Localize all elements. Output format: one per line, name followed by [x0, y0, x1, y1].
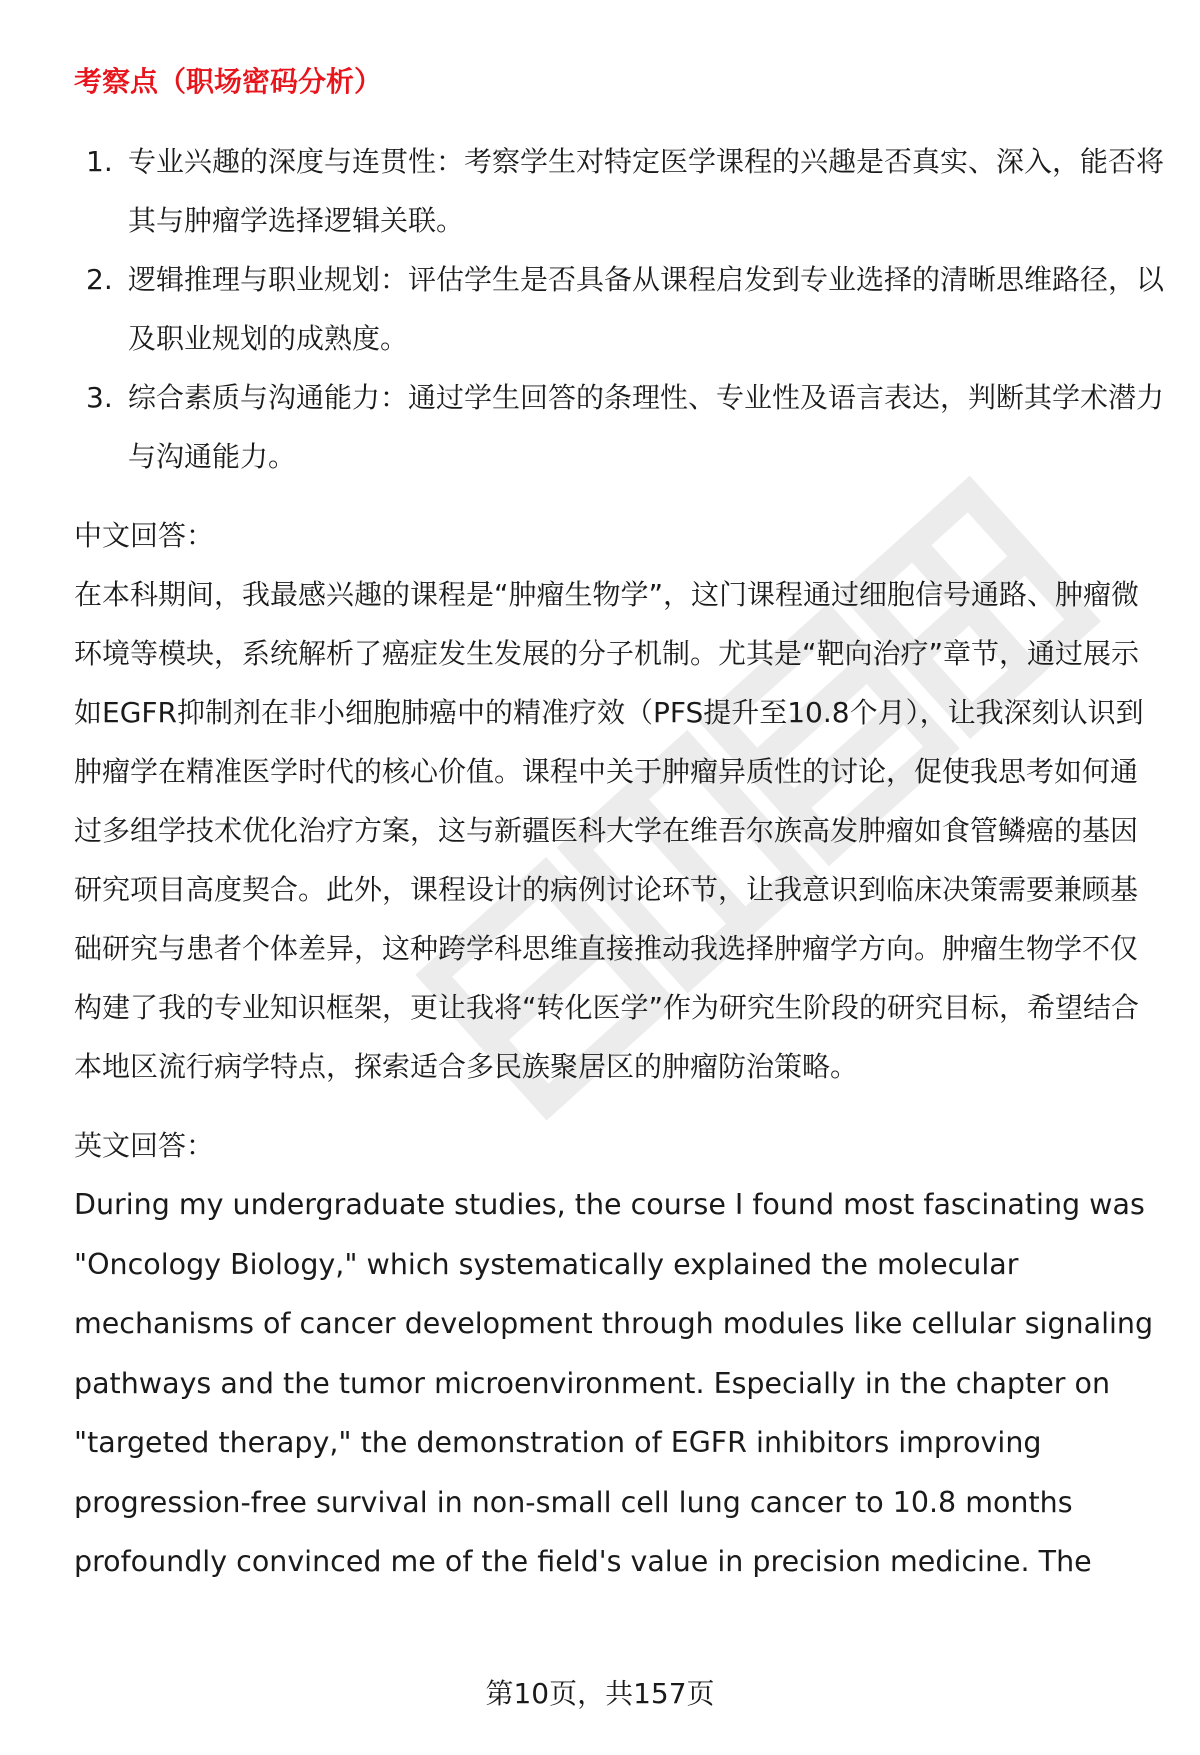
list-item-text: 综合素质与沟通能力：通过学生回答的条理性、专业性及语言表达，判断其学术潜力与沟通能力。: [128, 381, 1165, 473]
list-item: [74, 368, 1168, 486]
english-answer-text: During my undergraduate studies, the course I found most fascinating was "Oncology Biology," which systematically explained the molecular mechanisms of cancer development through modules like cellular signaling pathways and the tumor microenvironment. Especially in the chapter on "targeted therapy," the demonstration of EGFR inhibitors improving progression-free survival in non-small cell lung cancer to 10.8 months profoundly convinced me of the field's value in precision medicine. The: [74, 1188, 1154, 1578]
page-number-footer: 第10页，共157页: [485, 1677, 715, 1710]
list-item-text: 逻辑推理与职业规划：评估学生是否具备从课程启发到专业选择的清晰思维路径，以及职业规划的成熟度。: [128, 263, 1165, 355]
list-item-number: 1.: [86, 145, 113, 178]
list-item-number: 2.: [86, 263, 113, 296]
document-page: [74, 58, 1165, 1592]
list-item: [74, 250, 1168, 368]
chinese-answer-heading: 中文回答：: [74, 519, 215, 552]
list-item-text: 专业兴趣的深度与连贯性：考察学生对特定医学课程的兴趣是否真实、深入，能否将其与肿瘤学选择逻辑关联。: [128, 145, 1165, 237]
chinese-answer-text: 在本科期间，我最感兴趣的课程是“肿瘤生物学”，这门课程通过细胞信号通路、肿瘤微环境等模块，系统解析了癌症发生发展的分子机制。尤其是“靶向治疗”章节，通过展示如EGFR抑制剂在非小细胞肺癌中的精准疗效（PFS提升至10.8个月），让我深刻认识到肿瘤学在精准医学时代的核心价值。课程中关于肿瘤异质性的讨论，促使我思考如何通过多组学技术优化治疗方案，这与新疆医科大学在维吾尔族高发肿瘤如食管鳞癌的基因研究项目高度契合。此外，课程设计的病例讨论环节，让我意识到临床决策需要兼顾基础研究与患者个体差异，这种跨学科思维直接推动我选择肿瘤学方向。肿瘤生物学不仅构建了我的专业知识框架，更让我将“转化医学”作为研究生阶段的研究目标，希望结合本地区流行病学特点，探索适合多民族聚居区的肿瘤防治策略。: [74, 578, 1144, 1083]
assessment-points-list: [74, 132, 1165, 486]
section-title: 考察点（职场密码分析）: [74, 65, 383, 98]
list-item-number: 3.: [86, 381, 113, 414]
english-answer-heading: 英文回答：: [74, 1129, 215, 1162]
list-item: [74, 132, 1168, 250]
